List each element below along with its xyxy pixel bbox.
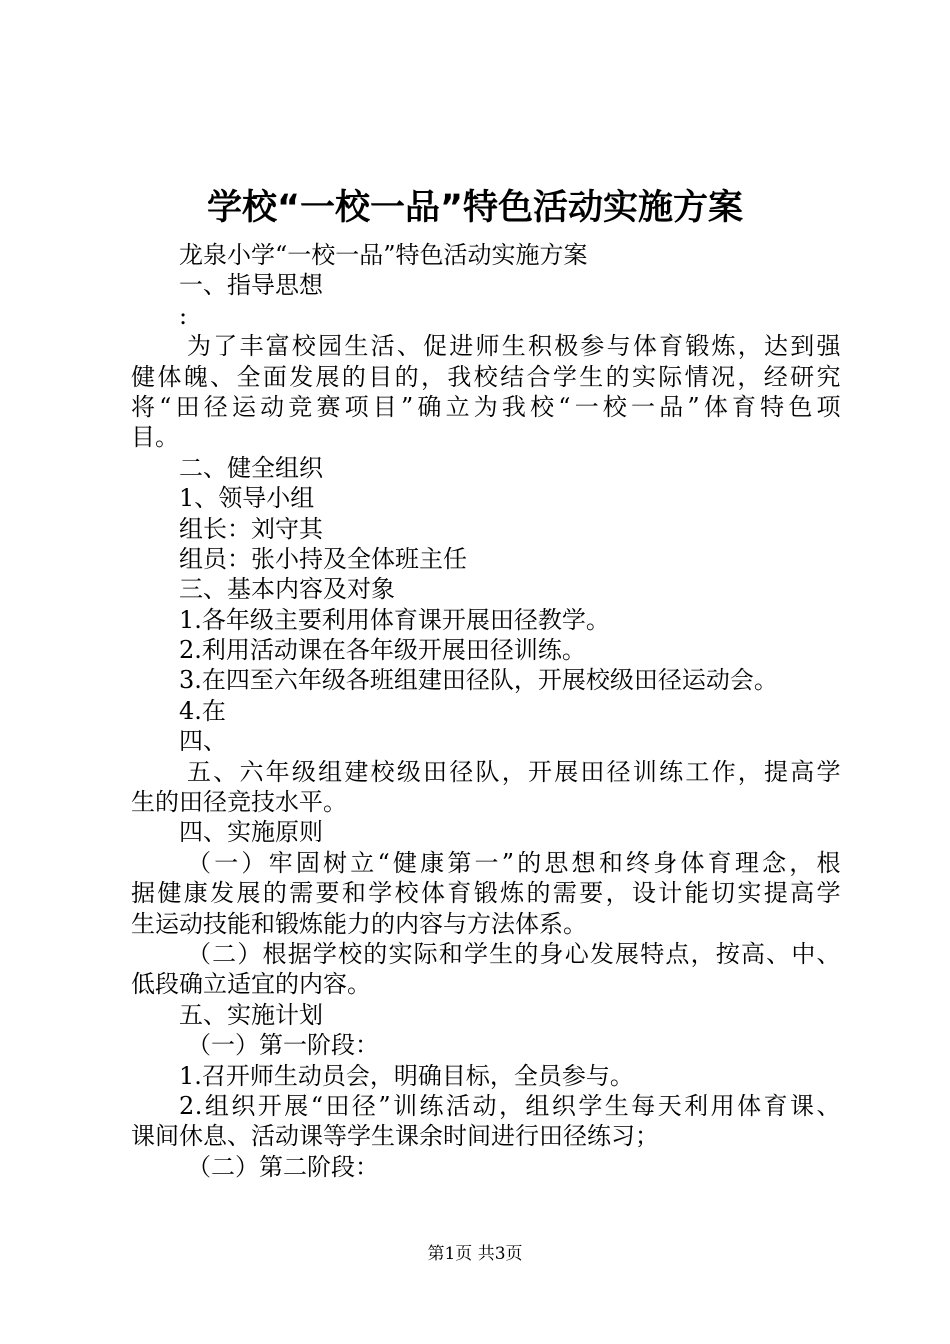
text-line: 四、 (179, 727, 227, 756)
document-body (131, 240, 841, 1182)
paragraph-line: 健体魄、全面发展的目的，我校结合学生的实际情况，经研究 (131, 362, 841, 391)
paragraph-line: 目。 (131, 423, 179, 452)
subtitle-line: 龙泉小学“一校一品”特色活动实施方案 (179, 241, 588, 269)
paragraph-line: （二）根据学校的实际和学生的身心发展特点，按高、中、 (187, 939, 841, 968)
section-heading: 五、实施计划 (179, 1000, 323, 1029)
list-item: 2.利用活动课在各年级开展田径训练。 (179, 636, 586, 665)
document-title: 学校“一校一品”特色活动实施方案 (206, 188, 743, 228)
section-heading: 二、健全组织 (179, 453, 323, 482)
list-item: 4.在 (179, 696, 226, 725)
text-line: : (179, 301, 188, 330)
paragraph-line: 课间休息、活动课等学生课余时间进行田径练习； (131, 1122, 659, 1151)
page-number-footer: 第1页 共3页 (427, 1244, 523, 1264)
list-item: 3.在四至六年级各班组建田径队，开展校级田径运动会。 (179, 666, 778, 695)
paragraph-line: 据健康发展的需要和学校体育锻炼的需要，设计能切实提高学 (131, 879, 841, 908)
list-item: 1.各年级主要利用体育课开展田径教学。 (179, 605, 610, 634)
paragraph-line: 生的田径竞技水平。 (131, 788, 347, 817)
paragraph-line: 低段确立适宜的内容。 (131, 970, 371, 999)
paragraph-line: 生运动技能和锻炼能力的内容与方法体系。 (131, 909, 587, 938)
list-item: 2.组织开展“田径”训练活动，组织学生每天利用体育课、 (179, 1091, 841, 1120)
paragraph-line: 五、六年级组建校级田径队，开展田径训练工作，提高学 (187, 757, 841, 786)
section-heading: 一、指导思想 (179, 271, 323, 300)
text-line: 组员：张小持及全体班主任 (179, 544, 467, 573)
list-item: 1.召开师生动员会，明确目标，全员参与。 (179, 1061, 634, 1090)
paragraph-line: 将“田径运动竞赛项目”确立为我校“一校一品”体育特色项 (131, 392, 841, 421)
text-line: （一）第一阶段： (187, 1031, 379, 1060)
paragraph-line: （一）牢固树立“健康第一”的思想和终身体育理念，根 (187, 848, 841, 877)
text-line: 1、领导小组 (179, 484, 315, 513)
section-heading: 四、实施原则 (179, 818, 323, 847)
section-heading: 三、基本内容及对象 (179, 575, 395, 604)
text-line: 组长：刘守其 (179, 514, 323, 543)
paragraph-line: 为了丰富校园生活、促进师生积极参与体育锻炼，达到强 (187, 332, 841, 361)
text-line: （二）第二阶段： (187, 1152, 379, 1181)
